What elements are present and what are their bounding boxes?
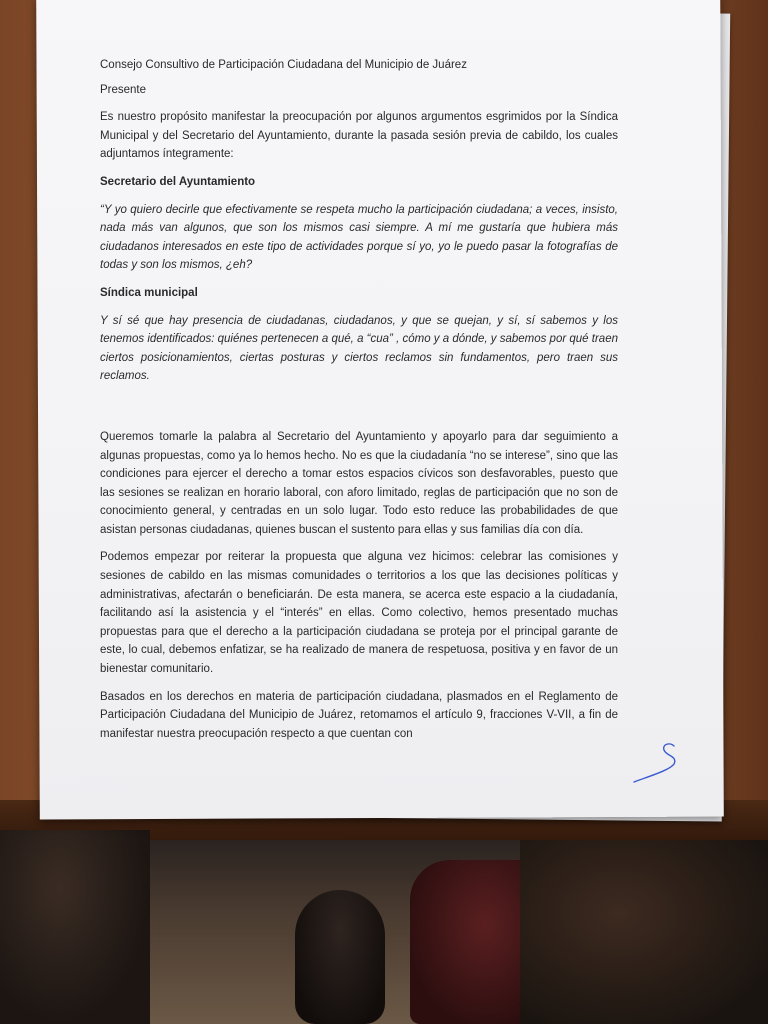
shoe xyxy=(295,890,385,1024)
salutation: Presente xyxy=(100,83,147,96)
person-leg-left xyxy=(0,830,150,1024)
intro-paragraph: Es nuestro propósito manifestar la preocupación por algunos argumentos esgrimidos por la Síndica Municipal y del Secretario del Ayuntamiento, durante la pasada sesión previa de cabildo, los cuales adjuntamos íntegramente: xyxy=(100,111,618,161)
section-heading-sindica: Síndica municipal xyxy=(100,286,198,299)
body-paragraph-3: Basados en los derechos en materia de participación ciudadana, plasmados en el Reglamento de Participación Ciudadana del Municipio de Juárez, retomamos el artículo 9, fracciones V-VII, a fin de manifestar nuestra preocupación respecto a que cuentan con xyxy=(100,690,618,740)
body-paragraph-2: Podemos empezar por reiterar la propuesta que alguna vez hicimos: celebrar las comisiones y sesiones de cabildo en las mismas comunidades o territorios a los que las decisiones políticas y administrativas, afectarán o beneficiarán. De esta manera, se acerca este espacio a la ciudadanía, facilitando así la asistencia y el “interés” en ellas. Como colectivo, hemos presentado muchas propuestas para que el derecho a la participación ciudadana se proteja por el principal garante de este, lo cual, debemos enfatizar, se ha realizado de manera de respetuosa, positiva y en favor de un bienestar comunitario. xyxy=(100,551,618,676)
signature-mark xyxy=(630,740,690,784)
document-body xyxy=(100,56,618,743)
person-leg-right xyxy=(520,840,768,1024)
quote-sindica: Y sí sé que hay presencia de ciudadanas, ciudadanos, y que se quejan, y sí, sí sabemos y los tenemos identificados: quiénes pertenecen a qué, a “cua” , cómo y a dónde, y sabemos por qué traen ciertos posicionamientos, ciertas posturas y ciertos reclamos sin fundamentos, pero traen sus reclamos. xyxy=(100,314,618,383)
section-heading-secretario: Secretario del Ayuntamiento xyxy=(100,175,256,188)
addressee: Consejo Consultivo de Participación Ciudadana del Municipio de Juárez xyxy=(100,59,467,71)
quote-secretario: “Y yo quiero decirle que efectivamente se respeta mucho la participación ciudadana; a veces, insisto, nada más van algunos, que son los mismos casi siempre. A mí me gustaría que hubiera más ciudadanos interesados en este tipo de actividades porque sí yo, yo le puedo pasar la fotografías de todas y son los mismos, ¿eh? xyxy=(100,203,618,272)
body-paragraph-1: Queremos tomarle la palabra al Secretario del Ayuntamiento y apoyarlo para dar seguimiento a algunas propuestas, como ya lo hemos hecho. No es que la ciudadanía “no se interese”, sino que las condiciones para ejercer el derecho a tomar estos espacios cívicos son desfavorables, puesto que las sesiones se realizan en horario laboral, con aforo limitado, reglas de participación que no son de conocimiento general, y centradas en un solo lugar. Todo esto reduce las probabilidades de que asistan personas ciudadanas, quienes buscan el sustento para ellas y sus familias día con día. xyxy=(100,430,618,536)
